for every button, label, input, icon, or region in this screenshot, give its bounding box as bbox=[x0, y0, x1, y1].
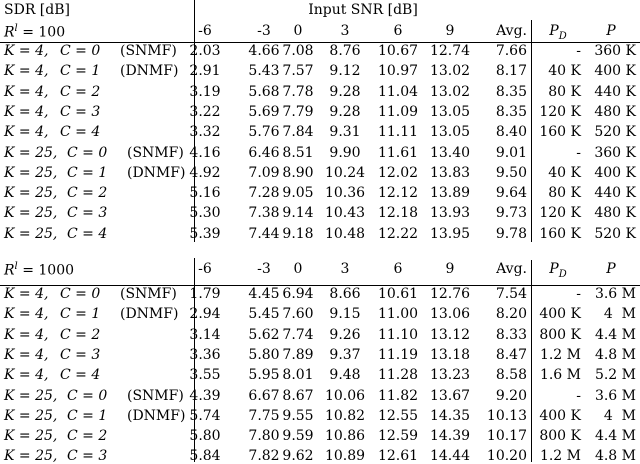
row-k-label: K = 4, bbox=[4, 367, 49, 383]
snr-value-cell: 5.43 bbox=[248, 63, 280, 79]
snr-value-cell: 6.46 bbox=[248, 145, 280, 161]
regularization-label bbox=[4, 262, 74, 278]
snr-value-cell: 13.05 bbox=[429, 104, 471, 120]
snr-column-header: -6 bbox=[198, 261, 212, 277]
pd-symbol: P bbox=[549, 261, 559, 277]
avg-value-cell: 9.64 bbox=[495, 185, 527, 201]
row-k-label: K = 25, bbox=[4, 185, 58, 201]
r-superscript: l bbox=[14, 23, 18, 34]
snr-value-cell: 5.68 bbox=[248, 84, 280, 100]
snr-value-cell: 5.69 bbox=[248, 104, 280, 120]
avg-value-cell: 8.20 bbox=[495, 306, 527, 322]
snr-value-cell: 11.19 bbox=[377, 347, 419, 363]
avg-value-cell: 10.13 bbox=[486, 408, 527, 424]
snr-value-cell: 5.16 bbox=[189, 185, 221, 201]
row-c-label: C = 2 bbox=[60, 84, 101, 100]
p-value-cell: 480 K bbox=[594, 205, 636, 221]
row-model-tag: (SNMF) bbox=[127, 145, 184, 161]
snr-value-cell: 9.31 bbox=[329, 124, 361, 140]
pd-subscript: D bbox=[558, 268, 567, 280]
snr-value-cell: 9.59 bbox=[282, 428, 314, 444]
snr-value-cell: 7.74 bbox=[282, 327, 314, 343]
row-c-label: C = 2 bbox=[67, 185, 108, 201]
snr-value-cell: 9.28 bbox=[329, 84, 361, 100]
snr-value-cell: 7.60 bbox=[282, 306, 314, 322]
snr-value-cell: 5.80 bbox=[189, 428, 221, 444]
pd-value-cell: 160 K bbox=[539, 226, 581, 242]
snr-value-cell: 3.55 bbox=[189, 367, 221, 383]
avg-value-cell: 8.17 bbox=[495, 63, 527, 79]
snr-value-cell: 3.22 bbox=[189, 104, 221, 120]
snr-value-cell: 10.36 bbox=[324, 185, 366, 201]
snr-value-cell: 12.74 bbox=[429, 43, 471, 59]
snr-value-cell: 4.92 bbox=[189, 165, 221, 181]
row-k-label: K = 25, bbox=[4, 205, 58, 221]
pd-symbol: P bbox=[549, 23, 559, 39]
snr-value-cell: 9.18 bbox=[282, 226, 314, 242]
snr-value-cell: 12.59 bbox=[377, 428, 419, 444]
r-symbol: R bbox=[4, 262, 15, 279]
pd-value-cell: 1.6 M bbox=[539, 367, 581, 383]
snr-value-cell: 8.66 bbox=[329, 286, 361, 302]
row-c-label: C = 3 bbox=[67, 205, 108, 221]
snr-value-cell: 5.62 bbox=[248, 327, 280, 343]
row-c-label: C = 0 bbox=[60, 286, 101, 302]
pd-value-cell: - bbox=[576, 388, 581, 404]
snr-value-cell: 13.05 bbox=[429, 124, 471, 140]
pd-value-cell: 160 K bbox=[539, 124, 581, 140]
snr-value-cell: 5.74 bbox=[189, 408, 221, 424]
pd-value-cell: - bbox=[576, 43, 581, 59]
avg-value-cell: 8.35 bbox=[495, 104, 527, 120]
pd-value-cell: 400 K bbox=[539, 306, 581, 322]
snr-value-cell: 12.55 bbox=[377, 408, 419, 424]
p-value-cell: 360 K bbox=[594, 145, 636, 161]
snr-value-cell: 11.82 bbox=[377, 388, 419, 404]
snr-value-cell: 1.79 bbox=[189, 286, 221, 302]
p-value-cell: 440 K bbox=[594, 185, 636, 201]
row-c-label: C = 1 bbox=[67, 408, 108, 424]
snr-value-cell: 4.39 bbox=[189, 388, 221, 404]
row-c-label: C = 0 bbox=[60, 43, 101, 59]
snr-value-cell: 9.12 bbox=[329, 63, 361, 79]
snr-column-header: 6 bbox=[393, 261, 403, 277]
snr-value-cell: 5.45 bbox=[248, 306, 280, 322]
row-k-label: K = 4, bbox=[4, 124, 49, 140]
pd-value-cell: 400 K bbox=[539, 408, 581, 424]
snr-value-cell: 7.84 bbox=[282, 124, 314, 140]
avg-value-cell: 10.20 bbox=[486, 448, 527, 464]
pd-value-cell: 40 K bbox=[548, 63, 581, 79]
avg-value-cell: 8.58 bbox=[495, 367, 527, 383]
snr-value-cell: 9.90 bbox=[329, 145, 361, 161]
snr-value-cell: 5.84 bbox=[189, 448, 221, 464]
r-symbol: R bbox=[4, 24, 15, 41]
p-value-cell: 3.6 M bbox=[594, 286, 636, 302]
row-c-label: C = 4 bbox=[67, 226, 108, 242]
row-c-label: C = 0 bbox=[67, 145, 108, 161]
snr-column-header: 0 bbox=[293, 261, 303, 277]
p-value-cell: 480 K bbox=[594, 104, 636, 120]
snr-value-cell: 10.86 bbox=[324, 428, 366, 444]
snr-value-cell: 12.12 bbox=[377, 185, 419, 201]
row-model-tag: (DNMF) bbox=[127, 408, 186, 424]
snr-value-cell: 10.61 bbox=[377, 286, 419, 302]
avg-value-cell: 9.78 bbox=[495, 226, 527, 242]
snr-column-header: 6 bbox=[393, 23, 403, 39]
p-value-cell: 400 K bbox=[594, 165, 636, 181]
snr-value-cell: 2.91 bbox=[189, 63, 221, 79]
row-k-label: K = 25, bbox=[4, 226, 58, 242]
snr-value-cell: 12.22 bbox=[377, 226, 419, 242]
pd-subscript: D bbox=[558, 30, 567, 42]
snr-value-cell: 14.39 bbox=[429, 428, 471, 444]
row-c-label: C = 2 bbox=[60, 327, 101, 343]
p-value-cell: 4.4 M bbox=[594, 428, 636, 444]
snr-value-cell: 2.03 bbox=[189, 43, 221, 59]
snr-value-cell: 10.82 bbox=[324, 408, 366, 424]
row-model-tag: (DNMF) bbox=[120, 306, 179, 322]
snr-value-cell: 13.67 bbox=[429, 388, 471, 404]
avg-value-cell: 8.40 bbox=[495, 124, 527, 140]
r-superscript: l bbox=[14, 261, 18, 272]
p-column-header: P bbox=[606, 23, 616, 39]
pd-value-cell: - bbox=[576, 145, 581, 161]
snr-value-cell: 11.61 bbox=[377, 145, 419, 161]
snr-value-cell: 7.80 bbox=[248, 428, 280, 444]
row-k-label: K = 25, bbox=[4, 408, 58, 424]
snr-value-cell: 9.05 bbox=[282, 185, 314, 201]
row-k-label: K = 4, bbox=[4, 104, 49, 120]
avg-column-header: Avg. bbox=[496, 23, 527, 39]
snr-column-header: 9 bbox=[445, 261, 455, 277]
pd-value-cell: - bbox=[576, 286, 581, 302]
p-value-cell: 360 K bbox=[594, 43, 636, 59]
snr-value-cell: 8.76 bbox=[329, 43, 361, 59]
snr-column-header: 9 bbox=[445, 23, 455, 39]
row-k-label: K = 4, bbox=[4, 84, 49, 100]
r-value: = 100 bbox=[17, 24, 66, 41]
avg-value-cell: 9.50 bbox=[495, 165, 527, 181]
row-model-tag: (SNMF) bbox=[120, 43, 177, 59]
snr-value-cell: 7.78 bbox=[282, 84, 314, 100]
snr-value-cell: 4.66 bbox=[248, 43, 280, 59]
snr-value-cell: 9.28 bbox=[329, 104, 361, 120]
p-value-cell: 4.4 M bbox=[594, 327, 636, 343]
p-value-cell: 4 M bbox=[603, 408, 636, 424]
snr-column-header: 3 bbox=[340, 23, 350, 39]
snr-value-cell: 10.48 bbox=[324, 226, 366, 242]
p-value-cell: 4.8 M bbox=[594, 347, 636, 363]
snr-column-header: -3 bbox=[257, 261, 271, 277]
snr-value-cell: 13.23 bbox=[429, 367, 471, 383]
snr-value-cell: 13.83 bbox=[429, 165, 471, 181]
snr-value-cell: 11.04 bbox=[377, 84, 419, 100]
snr-value-cell: 7.57 bbox=[282, 63, 314, 79]
snr-value-cell: 7.89 bbox=[282, 347, 314, 363]
snr-value-cell: 3.36 bbox=[189, 347, 221, 363]
pd-value-cell: 80 K bbox=[548, 84, 581, 100]
snr-value-cell: 11.10 bbox=[377, 327, 419, 343]
p-value-cell: 5.2 M bbox=[594, 367, 636, 383]
snr-value-cell: 9.14 bbox=[282, 205, 314, 221]
snr-value-cell: 7.82 bbox=[248, 448, 280, 464]
avg-value-cell: 8.47 bbox=[495, 347, 527, 363]
avg-value-cell: 9.20 bbox=[495, 388, 527, 404]
pd-value-cell: 1.2 M bbox=[539, 448, 581, 464]
snr-value-cell: 2.94 bbox=[189, 306, 221, 322]
p-column-header: P bbox=[606, 261, 616, 277]
p-value-cell: 3.6 M bbox=[594, 388, 636, 404]
pd-value-cell: 120 K bbox=[539, 205, 581, 221]
row-k-label: K = 25, bbox=[4, 145, 58, 161]
avg-column-header: Avg. bbox=[496, 261, 527, 277]
snr-value-cell: 7.08 bbox=[282, 43, 314, 59]
snr-value-cell: 9.15 bbox=[329, 306, 361, 322]
snr-value-cell: 13.93 bbox=[429, 205, 471, 221]
pd-value-cell: 800 K bbox=[539, 327, 581, 343]
snr-value-cell: 7.79 bbox=[282, 104, 314, 120]
row-k-label: K = 25, bbox=[4, 388, 58, 404]
snr-value-cell: 6.67 bbox=[248, 388, 280, 404]
pd-value-cell: 120 K bbox=[539, 104, 581, 120]
input-snr-label: Input SNR [dB] bbox=[308, 2, 418, 18]
sdr-label: SDR [dB] bbox=[4, 2, 70, 18]
snr-value-cell: 14.35 bbox=[429, 408, 471, 424]
row-c-label: C = 3 bbox=[60, 104, 101, 120]
snr-value-cell: 9.62 bbox=[282, 448, 314, 464]
row-k-label: K = 25, bbox=[4, 428, 58, 444]
row-k-label: K = 25, bbox=[4, 448, 58, 464]
row-c-label: C = 3 bbox=[67, 448, 108, 464]
row-c-label: C = 1 bbox=[67, 165, 108, 181]
row-k-label: K = 4, bbox=[4, 327, 49, 343]
row-model-tag: (SNMF) bbox=[120, 286, 177, 302]
pd-value-cell: 800 K bbox=[539, 428, 581, 444]
avg-value-cell: 9.73 bbox=[495, 205, 527, 221]
snr-value-cell: 7.44 bbox=[248, 226, 280, 242]
snr-value-cell: 5.30 bbox=[189, 205, 221, 221]
avg-value-cell: 8.33 bbox=[495, 327, 527, 343]
r-value: = 1000 bbox=[17, 262, 75, 279]
snr-column-header: -3 bbox=[257, 23, 271, 39]
snr-value-cell: 5.76 bbox=[248, 124, 280, 140]
row-model-tag: (SNMF) bbox=[127, 388, 184, 404]
snr-value-cell: 13.89 bbox=[429, 185, 471, 201]
snr-value-cell: 10.43 bbox=[324, 205, 366, 221]
snr-value-cell: 11.28 bbox=[377, 367, 419, 383]
snr-value-cell: 12.61 bbox=[377, 448, 419, 464]
snr-value-cell: 10.97 bbox=[377, 63, 419, 79]
p-value-cell: 520 K bbox=[594, 226, 636, 242]
row-k-label: K = 4, bbox=[4, 306, 49, 322]
snr-value-cell: 3.14 bbox=[189, 327, 221, 343]
snr-value-cell: 13.95 bbox=[429, 226, 471, 242]
p-value-cell: 4.8 M bbox=[594, 448, 636, 464]
snr-value-cell: 6.94 bbox=[282, 286, 314, 302]
snr-value-cell: 7.38 bbox=[248, 205, 280, 221]
pd-value-cell: 80 K bbox=[548, 185, 581, 201]
snr-value-cell: 5.80 bbox=[248, 347, 280, 363]
row-c-label: C = 1 bbox=[60, 306, 101, 322]
snr-column-header: 3 bbox=[340, 261, 350, 277]
snr-value-cell: 10.24 bbox=[324, 165, 366, 181]
snr-value-cell: 10.67 bbox=[377, 43, 419, 59]
snr-value-cell: 13.12 bbox=[429, 327, 471, 343]
snr-value-cell: 7.75 bbox=[248, 408, 280, 424]
row-c-label: C = 0 bbox=[67, 388, 108, 404]
row-model-tag: (DNMF) bbox=[127, 165, 186, 181]
p-value-cell: 4 M bbox=[603, 306, 636, 322]
row-k-label: K = 25, bbox=[4, 165, 58, 181]
snr-value-cell: 10.06 bbox=[324, 388, 366, 404]
row-k-label: K = 4, bbox=[4, 43, 49, 59]
pd-column-header bbox=[535, 262, 581, 280]
snr-value-cell: 12.02 bbox=[377, 165, 419, 181]
snr-value-cell: 11.09 bbox=[377, 104, 419, 120]
snr-value-cell: 5.95 bbox=[248, 367, 280, 383]
snr-value-cell: 14.44 bbox=[429, 448, 471, 464]
snr-value-cell: 3.32 bbox=[189, 124, 221, 140]
regularization-label bbox=[4, 24, 65, 40]
snr-value-cell: 12.18 bbox=[377, 205, 419, 221]
row-model-tag: (DNMF) bbox=[120, 63, 179, 79]
row-c-label: C = 3 bbox=[60, 347, 101, 363]
snr-value-cell: 8.90 bbox=[282, 165, 314, 181]
snr-value-cell: 7.28 bbox=[248, 185, 280, 201]
pd-value-cell: 1.2 M bbox=[539, 347, 581, 363]
snr-value-cell: 8.67 bbox=[282, 388, 314, 404]
snr-value-cell: 13.02 bbox=[429, 84, 471, 100]
row-c-label: C = 1 bbox=[60, 63, 101, 79]
snr-value-cell: 4.45 bbox=[248, 286, 280, 302]
row-c-label: C = 4 bbox=[60, 367, 101, 383]
p-value-cell: 520 K bbox=[594, 124, 636, 140]
pd-value-cell: 40 K bbox=[548, 165, 581, 181]
avg-value-cell: 7.66 bbox=[495, 43, 527, 59]
p-value-cell: 400 K bbox=[594, 63, 636, 79]
snr-value-cell: 3.19 bbox=[189, 84, 221, 100]
snr-value-cell: 13.02 bbox=[429, 63, 471, 79]
snr-column-header: -6 bbox=[198, 23, 212, 39]
snr-value-cell: 8.51 bbox=[282, 145, 314, 161]
snr-value-cell: 5.39 bbox=[189, 226, 221, 242]
avg-value-cell: 7.54 bbox=[495, 286, 527, 302]
row-k-label: K = 4, bbox=[4, 286, 49, 302]
avg-value-cell: 8.35 bbox=[495, 84, 527, 100]
snr-value-cell: 9.37 bbox=[329, 347, 361, 363]
snr-column-header: 0 bbox=[293, 23, 303, 39]
snr-value-cell: 9.26 bbox=[329, 327, 361, 343]
snr-value-cell: 7.09 bbox=[248, 165, 280, 181]
row-c-label: C = 2 bbox=[67, 428, 108, 444]
snr-value-cell: 9.48 bbox=[329, 367, 361, 383]
snr-value-cell: 11.11 bbox=[377, 124, 419, 140]
snr-value-cell: 13.40 bbox=[429, 145, 471, 161]
p-value-cell: 440 K bbox=[594, 84, 636, 100]
snr-value-cell: 12.76 bbox=[429, 286, 471, 302]
row-k-label: K = 4, bbox=[4, 347, 49, 363]
pd-column-header bbox=[535, 24, 581, 42]
row-k-label: K = 4, bbox=[4, 63, 49, 79]
avg-value-cell: 10.17 bbox=[486, 428, 527, 444]
row-c-label: C = 4 bbox=[60, 124, 101, 140]
snr-value-cell: 13.18 bbox=[429, 347, 471, 363]
avg-value-cell: 9.01 bbox=[495, 145, 527, 161]
snr-value-cell: 13.06 bbox=[429, 306, 471, 322]
snr-value-cell: 9.55 bbox=[282, 408, 314, 424]
snr-value-cell: 10.89 bbox=[324, 448, 366, 464]
snr-value-cell: 8.01 bbox=[282, 367, 314, 383]
snr-value-cell: 4.16 bbox=[189, 145, 221, 161]
snr-value-cell: 11.00 bbox=[377, 306, 419, 322]
